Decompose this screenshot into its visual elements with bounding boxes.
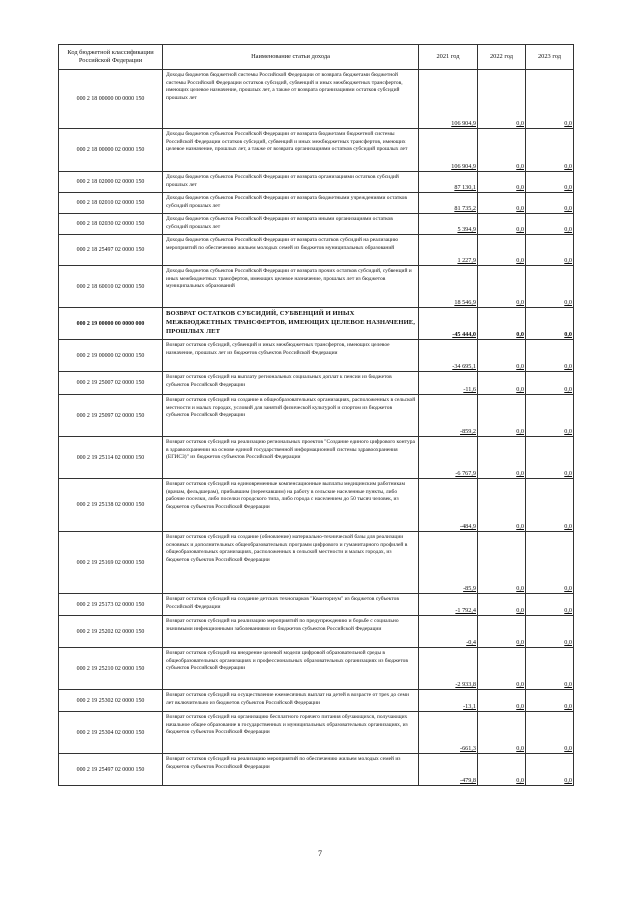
budget-code-cell: 000 2 18 00000 00 0000 150	[59, 70, 163, 129]
amount-2022-cell	[478, 712, 526, 754]
amount-2021-cell	[419, 129, 478, 172]
amount-2021-value: 87 130,1	[454, 184, 476, 191]
header-name: Наименование статьи дохода	[163, 45, 419, 70]
table-row	[59, 235, 574, 266]
amount-2022-value: 0,0	[516, 299, 524, 306]
budget-code-cell: 000 2 19 25138 02 0000 150	[59, 479, 163, 532]
table-row	[59, 690, 574, 712]
revenue-name-cell: Возврат остатков субсидий на организацию бесплатного горячего питания обучающихся, получающих начальное общее образование в государственных и муниципальных образовательных организациях, из бюджетов субъектов Российской Федерации	[163, 712, 419, 754]
amount-2023-value: 0,0	[564, 363, 572, 370]
revenue-name-cell: Возврат остатков субсидий на создание в общеобразовательных организациях, расположенных в сельской местности и малых городах, условий для занятий физической культурой и спортом из бюджетов субъектов Российской Федерации	[163, 395, 419, 437]
amount-2023-value: 0,0	[564, 331, 572, 338]
header-year-2023: 2023 год	[526, 45, 574, 70]
amount-2021-value: -859,2	[460, 428, 476, 435]
amount-2023-value: 0,0	[564, 299, 572, 306]
amount-2023-value: 0,0	[564, 470, 572, 477]
budget-code-cell: 000 2 18 00000 02 0000 150	[59, 129, 163, 172]
amount-2021-value: 5 394,9	[457, 226, 476, 233]
amount-2023-cell	[526, 214, 574, 235]
budget-code-cell: 000 2 19 00000 02 0000 150	[59, 340, 163, 372]
budget-code-cell: 000 2 19 25169 02 0000 150	[59, 532, 163, 594]
amount-2021-value: -13,1	[463, 703, 476, 710]
amount-2022-value: 0,0	[516, 607, 524, 614]
page-number: 7	[318, 849, 322, 858]
amount-2022-value: 0,0	[516, 257, 524, 264]
budget-code-cell: 000 2 18 25497 02 0000 150	[59, 235, 163, 266]
amount-2022-value: 0,0	[516, 639, 524, 646]
revenue-name-cell: ВОЗВРАТ ОСТАТКОВ СУБСИДИЙ, СУБВЕНЦИЙ И ИНЫХ МЕЖБЮДЖЕТНЫХ ТРАНСФЕРТОВ, ИМЕЮЩИХ ЦЕЛЕВОЕ НАЗНАЧЕНИЕ, ПРОШЛЫХ ЛЕТ	[163, 308, 419, 340]
amount-2023-cell	[526, 754, 574, 786]
revenue-name-cell: Доходы бюджетов субъектов Российской Федерации от возврата бюджетными учреждениями остатков субсидий прошлых лет	[163, 193, 419, 214]
amount-2022-cell	[478, 70, 526, 129]
amount-2023-value: 0,0	[564, 184, 572, 191]
amount-2022-cell	[478, 648, 526, 690]
table-row	[59, 308, 574, 340]
amount-2022-cell	[478, 129, 526, 172]
amount-2021-cell	[419, 690, 478, 712]
amount-2022-value: 0,0	[516, 184, 524, 191]
amount-2022-value: 0,0	[516, 163, 524, 170]
amount-2023-value: 0,0	[564, 585, 572, 592]
header-year-2022: 2022 год	[478, 45, 526, 70]
amount-2021-cell	[419, 193, 478, 214]
revenue-name-cell: Доходы бюджетов субъектов Российской Федерации от возврата организациями остатков субсидий прошлых лет	[163, 172, 419, 193]
revenue-name-cell: Возврат остатков субсидий на создание (обновление) материально-технической базы для реализации основных и дополнительных общеобразовательных программ цифрового и гуманитарного профилей в общеобразовательных организациях, расположенных в сельской местности и малых городах, из бюджетов субъектов Российской Федерации	[163, 532, 419, 594]
amount-2022-value: 0,0	[516, 745, 524, 752]
amount-2022-value: 0,0	[516, 205, 524, 212]
amount-2022-cell	[478, 372, 526, 395]
amount-2023-cell	[526, 172, 574, 193]
amount-2021-value: 18 546,9	[454, 299, 476, 306]
table-row	[59, 754, 574, 786]
amount-2021-cell	[419, 235, 478, 266]
amount-2021-cell	[419, 754, 478, 786]
table-row	[59, 479, 574, 532]
revenue-name-cell: Доходы бюджетов субъектов Российской Федерации от возврата прочих остатков субсидий, субвенций и иных межбюджетных трансфертов, имеющих целевое назначение, прошлых лет из бюджетов муниципальных образований	[163, 266, 419, 308]
amount-2023-value: 0,0	[564, 386, 572, 393]
budget-code-cell: 000 2 19 25173 02 0000 150	[59, 594, 163, 616]
amount-2021-cell	[419, 340, 478, 372]
revenue-name-cell: Доходы бюджетов субъектов Российской Федерации от возврата иными организациями остатков субсидий прошлых лет	[163, 214, 419, 235]
revenue-name-cell: Возврат остатков субсидий на единовременные компенсационные выплаты медицинским работникам (врачам, фельдшерам), прибывшим (переехавшим) на работу в сельские населенные пункты, либо рабочие поселки, либо поселки городского типа, либо города с населением до 50 тысяч человек, из бюджетов субъектов Российской Федерации	[163, 479, 419, 532]
table-row	[59, 172, 574, 193]
amount-2022-value: 0,0	[516, 777, 524, 784]
amount-2022-value: 0,0	[516, 120, 524, 127]
table-row	[59, 266, 574, 308]
amount-2021-cell	[419, 70, 478, 129]
budget-code-cell: 000 2 19 25302 02 0000 150	[59, 690, 163, 712]
table-row	[59, 648, 574, 690]
amount-2023-cell	[526, 616, 574, 648]
table-row	[59, 340, 574, 372]
amount-2022-value: 0,0	[516, 331, 524, 338]
amount-2023-value: 0,0	[564, 163, 572, 170]
amount-2023-value: 0,0	[564, 205, 572, 212]
amount-2021-cell	[419, 712, 478, 754]
amount-2022-value: 0,0	[516, 585, 524, 592]
amount-2023-cell	[526, 308, 574, 340]
amount-2023-cell	[526, 594, 574, 616]
amount-2023-cell	[526, 479, 574, 532]
amount-2021-value: 1 227,9	[457, 257, 476, 264]
table-row	[59, 594, 574, 616]
amount-2023-cell	[526, 690, 574, 712]
amount-2021-value: -484,9	[460, 523, 476, 530]
amount-2022-cell	[478, 532, 526, 594]
amount-2022-cell	[478, 479, 526, 532]
budget-code-cell: 000 2 19 25202 02 0000 150	[59, 616, 163, 648]
amount-2022-cell	[478, 690, 526, 712]
amount-2021-cell	[419, 308, 478, 340]
header-code: Код бюджетной классификации Российской Федерации	[59, 45, 163, 70]
amount-2021-value: -11,6	[463, 386, 476, 393]
revenue-name-cell: Возврат остатков субсидий на реализацию мероприятий по предупреждению и борьбе с социально значимыми инфекционными заболеваниями из бюджетов субъектов Российской Федерации	[163, 616, 419, 648]
budget-code-cell: 000 2 19 25210 02 0000 150	[59, 648, 163, 690]
revenue-name-cell: Возврат остатков субсидий на реализацию мероприятий по обеспечению жильем молодых семей из бюджетов субъектов Российской Федерации	[163, 754, 419, 786]
budget-code-cell: 000 2 19 25097 02 0000 150	[59, 395, 163, 437]
amount-2023-cell	[526, 437, 574, 479]
amount-2021-cell	[419, 648, 478, 690]
amount-2022-cell	[478, 266, 526, 308]
amount-2023-cell	[526, 129, 574, 172]
table-row	[59, 532, 574, 594]
amount-2022-value: 0,0	[516, 226, 524, 233]
budget-code-cell: 000 2 19 25304 02 0000 150	[59, 712, 163, 754]
amount-2021-cell	[419, 532, 478, 594]
amount-2022-cell	[478, 616, 526, 648]
amount-2021-value: -45 444,0	[452, 331, 476, 338]
amount-2021-cell	[419, 616, 478, 648]
revenue-name-cell: Возврат остатков субсидий на реализацию региональных проектов "Создание единого цифрового контура в здравоохранении на основе единой государственной информационной системы здравоохранения (ЕГИСЗ)" из бюджетов субъектов Российской Федерации	[163, 437, 419, 479]
amount-2021-value: -479,8	[460, 777, 476, 784]
revenue-name-cell: Доходы бюджетов субъектов Российской Федерации от возврата остатков субсидий на реализацию мероприятий по обеспечению жильем молодых семей из бюджетов муниципальных образований	[163, 235, 419, 266]
amount-2023-cell	[526, 532, 574, 594]
amount-2022-value: 0,0	[516, 386, 524, 393]
budget-code-cell: 000 2 18 02010 02 0000 150	[59, 193, 163, 214]
budget-code-cell: 000 2 18 60010 02 0000 150	[59, 266, 163, 308]
amount-2022-value: 0,0	[516, 428, 524, 435]
revenue-name-cell: Доходы бюджетов бюджетной системы Российской Федерации от возврата бюджетами бюджетной системы Российской Федерации остатков субсидий, субвенций и иных межбюджетных трансфертов, имеющих целевое назначение, прошлых лет, а также от возврата организациями остатков субсидий прошлых лет	[163, 70, 419, 129]
table-row	[59, 437, 574, 479]
table-row	[59, 214, 574, 235]
amount-2021-cell	[419, 479, 478, 532]
amount-2022-value: 0,0	[516, 703, 524, 710]
amount-2021-value: -661,3	[460, 745, 476, 752]
table-row	[59, 70, 574, 129]
amount-2021-value: -1 792,4	[455, 607, 476, 614]
amount-2021-value: 106 904,9	[451, 120, 476, 127]
table-header	[59, 45, 574, 70]
revenue-name-cell: Возврат остатков субсидий на осуществление ежемесячных выплат на детей в возрасте от трех до семи лет включительно из бюджетов субъектов Российской Федерации	[163, 690, 419, 712]
revenue-name-cell: Возврат остатков субсидий, субвенций и иных межбюджетных трансфертов, имеющих целевое назначение, прошлых лет из бюджетов субъектов Российской Федерации	[163, 340, 419, 372]
amount-2023-value: 0,0	[564, 639, 572, 646]
amount-2021-cell	[419, 372, 478, 395]
amount-2021-cell	[419, 214, 478, 235]
table-row	[59, 395, 574, 437]
amount-2021-cell	[419, 594, 478, 616]
amount-2022-cell	[478, 594, 526, 616]
amount-2022-value: 0,0	[516, 470, 524, 477]
amount-2021-value: -2 933,8	[455, 681, 476, 688]
table-row	[59, 193, 574, 214]
amount-2023-value: 0,0	[564, 120, 572, 127]
amount-2023-value: 0,0	[564, 257, 572, 264]
budget-code-cell: 000 2 19 25114 02 0000 150	[59, 437, 163, 479]
amount-2023-cell	[526, 266, 574, 308]
amount-2021-value: -85,9	[463, 585, 476, 592]
amount-2021-value: 81 735,2	[454, 205, 476, 212]
amount-2022-cell	[478, 214, 526, 235]
amount-2023-value: 0,0	[564, 607, 572, 614]
revenue-name-cell: Возврат остатков субсидий на создание детских технопарков "Кванториум" из бюджетов субъектов Российской Федерации	[163, 594, 419, 616]
amount-2023-value: 0,0	[564, 428, 572, 435]
budget-code-cell: 000 2 18 02000 02 0000 150	[59, 172, 163, 193]
amount-2022-cell	[478, 437, 526, 479]
amount-2023-value: 0,0	[564, 777, 572, 784]
amount-2021-value: -0,4	[466, 639, 476, 646]
amount-2023-cell	[526, 712, 574, 754]
amount-2022-cell	[478, 340, 526, 372]
table-row	[59, 129, 574, 172]
table-body	[59, 70, 574, 786]
revenue-name-cell: Возврат остатков субсидий на внедрение целевой модели цифровой образовательной среды в общеобразовательных организациях и профессиональных образовательных организациях из бюджетов субъектов Российской Федерации	[163, 648, 419, 690]
amount-2023-value: 0,0	[564, 745, 572, 752]
table-row	[59, 712, 574, 754]
amount-2021-cell	[419, 395, 478, 437]
budget-code-cell: 000 2 19 25007 02 0000 150	[59, 372, 163, 395]
amount-2023-cell	[526, 340, 574, 372]
amount-2021-value: -34 695,1	[452, 363, 476, 370]
amount-2022-value: 0,0	[516, 681, 524, 688]
amount-2022-cell	[478, 754, 526, 786]
amount-2023-value: 0,0	[564, 226, 572, 233]
budget-code-cell: 000 2 18 02030 02 0000 150	[59, 214, 163, 235]
revenue-name-cell: Возврат остатков субсидий на выплату региональных социальных доплат к пенсии из бюджетов субъектов Российской Федерации	[163, 372, 419, 395]
amount-2021-cell	[419, 437, 478, 479]
amount-2022-cell	[478, 193, 526, 214]
amount-2021-cell	[419, 172, 478, 193]
header-year-2021: 2021 год	[419, 45, 478, 70]
table-row	[59, 616, 574, 648]
budget-code-cell: 000 2 19 00000 00 0000 000	[59, 308, 163, 340]
amount-2023-value: 0,0	[564, 703, 572, 710]
revenue-table	[58, 44, 574, 786]
amount-2021-value: -6 767,9	[455, 470, 476, 477]
amount-2022-value: 0,0	[516, 363, 524, 370]
amount-2021-cell	[419, 266, 478, 308]
amount-2023-cell	[526, 235, 574, 266]
amount-2023-cell	[526, 648, 574, 690]
amount-2022-cell	[478, 235, 526, 266]
amount-2023-cell	[526, 70, 574, 129]
revenue-name-cell: Доходы бюджетов субъектов Российской Федерации от возврата бюджетами бюджетной системы Российской Федерации остатков субсидий, субвенций и иных межбюджетных трансфертов, имеющих целевое назначение, прошлых лет, а также от возврата организациями остатков субсидий прошлых лет	[163, 129, 419, 172]
amount-2021-value: 106 904,9	[451, 163, 476, 170]
budget-code-cell: 000 2 19 25497 02 0000 150	[59, 754, 163, 786]
table-row	[59, 372, 574, 395]
amount-2023-value: 0,0	[564, 523, 572, 530]
amount-2022-value: 0,0	[516, 523, 524, 530]
amount-2022-cell	[478, 395, 526, 437]
amount-2023-cell	[526, 193, 574, 214]
amount-2023-value: 0,0	[564, 681, 572, 688]
amount-2023-cell	[526, 372, 574, 395]
amount-2023-cell	[526, 395, 574, 437]
amount-2022-cell	[478, 172, 526, 193]
amount-2022-cell	[478, 308, 526, 340]
